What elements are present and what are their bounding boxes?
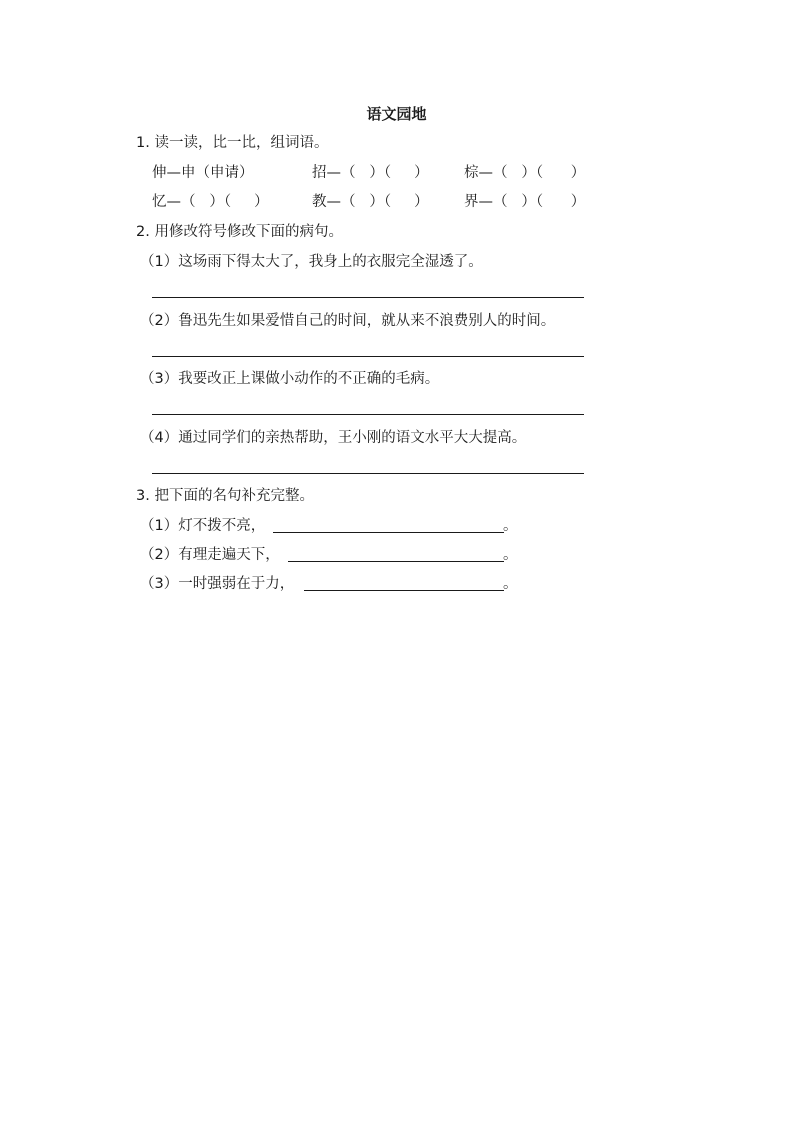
fill-in-blank[interactable] (304, 590, 504, 591)
q2-sentence: （4）通过同学们的亲热帮助，王小刚的语文水平大大提高。 (140, 430, 527, 446)
answer-line[interactable] (152, 473, 584, 474)
answer-line[interactable] (152, 414, 584, 415)
q2-heading: 2. 用修改符号修改下面的病句。 (136, 224, 343, 240)
q1-word-item: 招—（ ）（ ） (312, 165, 429, 181)
q3-period: 。 (503, 576, 518, 592)
q1-word-item: 教—（ ）（ ） (312, 194, 429, 210)
q2-sentence: （3）我要改正上课做小动作的不正确的毛病。 (140, 371, 440, 387)
answer-line[interactable] (152, 356, 584, 357)
q2-sentence: （1）这场雨下得太大了，我身上的衣服完全湿透了。 (140, 254, 483, 270)
q2-sentence: （2）鲁迅先生如果爱惜自己的时间，就从来不浪费别人的时间。 (140, 313, 556, 329)
fill-in-blank[interactable] (288, 561, 504, 562)
q3-prompt: （2）有理走遍天下， (140, 547, 280, 563)
q3-prompt: （1）灯不拨不亮， (140, 518, 266, 534)
q1-word-item: 棕—（ ）（ ） (464, 165, 586, 181)
fill-in-blank[interactable] (273, 532, 504, 533)
q1-word-item: 忆—（ ）（ ） (152, 194, 269, 210)
page-title: 语文园地 (366, 105, 427, 123)
answer-line[interactable] (152, 297, 584, 298)
q1-word-item: 伸—申（申请） (152, 165, 254, 181)
q3-prompt: （3）一时强弱在于力， (140, 576, 295, 592)
q1-heading: 1. 读一读，比一比，组词语。 (136, 135, 329, 151)
q3-heading: 3. 把下面的名句补充完整。 (136, 488, 314, 504)
q3-period: 。 (503, 518, 518, 534)
q3-period: 。 (503, 547, 518, 563)
q1-word-item: 界—（ ）（ ） (464, 194, 586, 210)
